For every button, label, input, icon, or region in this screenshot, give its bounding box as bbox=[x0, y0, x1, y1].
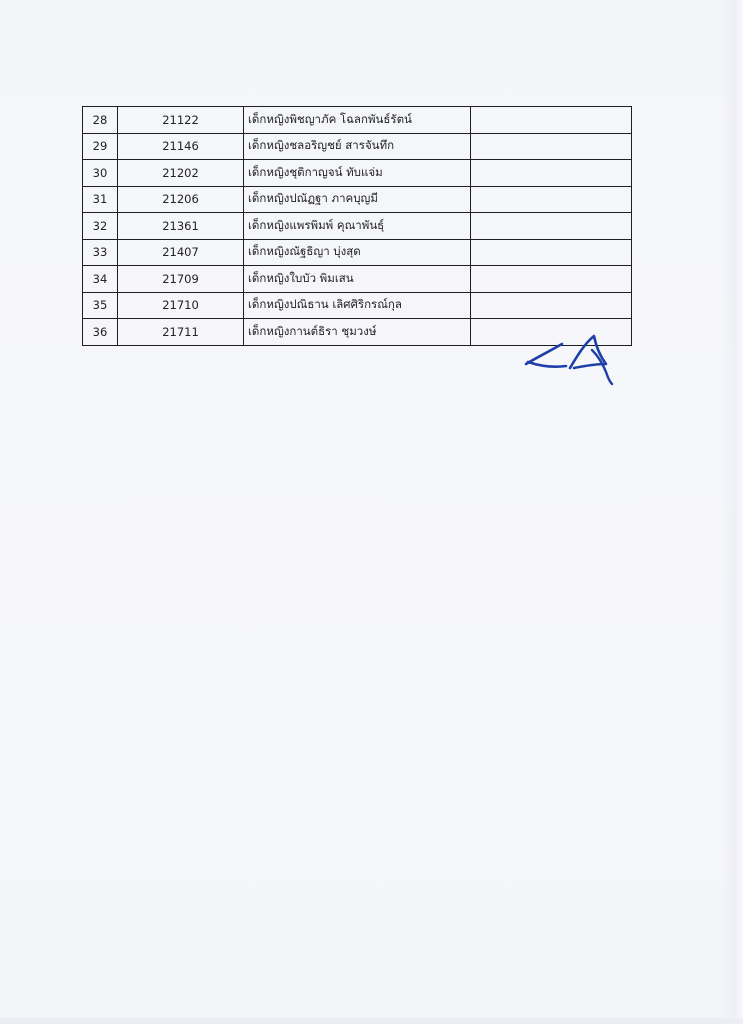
student-id: 21711 bbox=[118, 319, 244, 346]
row-number: 35 bbox=[83, 292, 118, 319]
student-id: 21710 bbox=[118, 292, 244, 319]
handwritten-signature bbox=[518, 328, 618, 388]
student-id: 21709 bbox=[118, 266, 244, 293]
signature-cell bbox=[471, 292, 632, 319]
table-row bbox=[83, 292, 632, 319]
student-id: 21206 bbox=[118, 186, 244, 213]
signature-cell bbox=[471, 186, 632, 213]
student-name: เด็กหญิงชลอริญชย์ สารจันทึก bbox=[244, 133, 471, 160]
table-row bbox=[83, 186, 632, 213]
student-id: 21361 bbox=[118, 213, 244, 240]
student-name: เด็กหญิงปณิธาน เลิศศิริกรณ์กุล bbox=[244, 292, 471, 319]
student-name: เด็กหญิงณัฐธิญา บุ่งสุด bbox=[244, 239, 471, 266]
student-id: 21202 bbox=[118, 160, 244, 187]
roster-body bbox=[83, 107, 632, 346]
student-id: 21407 bbox=[118, 239, 244, 266]
signature-cell bbox=[471, 213, 632, 240]
row-number: 34 bbox=[83, 266, 118, 293]
student-name: เด็กหญิงแพรพิมพ์ คุณาพันธุ์ bbox=[244, 213, 471, 240]
table-row bbox=[83, 266, 632, 293]
table-row bbox=[83, 213, 632, 240]
table-row bbox=[83, 239, 632, 266]
signature-cell bbox=[471, 239, 632, 266]
student-name: เด็กหญิงชุติกาญจน์ ทับแจ่ม bbox=[244, 160, 471, 187]
table-row bbox=[83, 107, 632, 134]
signature-cell bbox=[471, 160, 632, 187]
row-number: 31 bbox=[83, 186, 118, 213]
row-number: 29 bbox=[83, 133, 118, 160]
table-row bbox=[83, 160, 632, 187]
student-name: เด็กหญิงปณัฏฐา ภาคบุญมี bbox=[244, 186, 471, 213]
student-id: 21122 bbox=[118, 107, 244, 134]
student-name: เด็กหญิงกานต์ธิรา ชุมวงษ์ bbox=[244, 319, 471, 346]
student-id: 21146 bbox=[118, 133, 244, 160]
row-number: 30 bbox=[83, 160, 118, 187]
page-edge-shadow bbox=[721, 0, 743, 1024]
student-roster-table bbox=[82, 106, 632, 346]
page-bottom-edge bbox=[0, 1018, 743, 1024]
student-name: เด็กหญิงพิชญาภัค โฉลกพันธ์รัตน์ bbox=[244, 107, 471, 134]
signature-cell bbox=[471, 133, 632, 160]
row-number: 36 bbox=[83, 319, 118, 346]
table-row bbox=[83, 133, 632, 160]
signature-cell bbox=[471, 266, 632, 293]
row-number: 28 bbox=[83, 107, 118, 134]
signature-cell bbox=[471, 107, 632, 134]
student-name: เด็กหญิงใบบัว พิมเสน bbox=[244, 266, 471, 293]
row-number: 33 bbox=[83, 239, 118, 266]
row-number: 32 bbox=[83, 213, 118, 240]
